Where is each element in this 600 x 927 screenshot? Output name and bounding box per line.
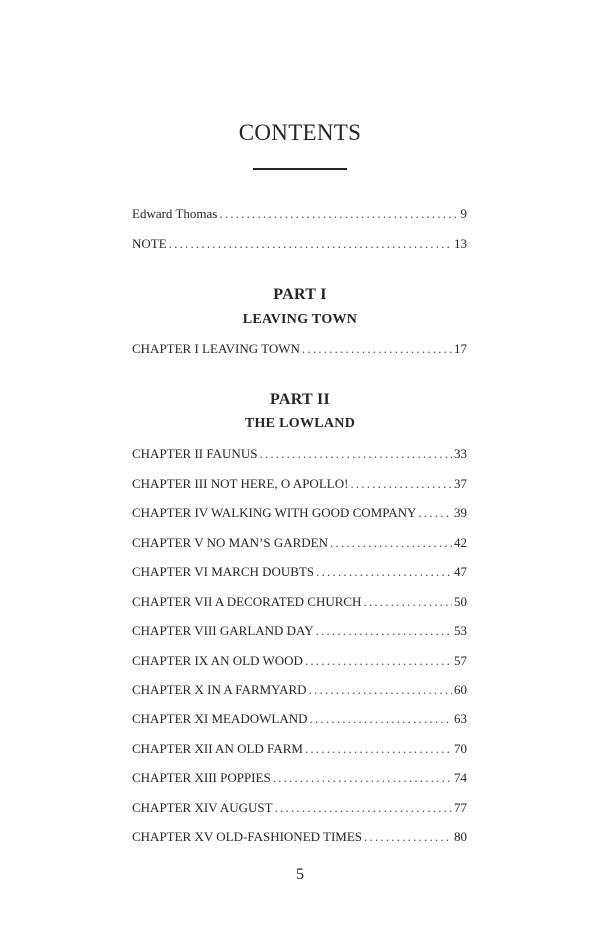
toc-entry-label: CHAPTER VI MARCH DOUBTS [132,564,315,579]
toc-entry[interactable] [132,535,467,555]
toc-entry-page: 13 [454,236,467,251]
leader-dots [259,446,452,462]
leader-dots [364,829,452,845]
toc-entry[interactable] [132,206,467,226]
toc-entry[interactable] [132,741,467,761]
toc-entry-label: NOTE [132,236,167,251]
toc-entry[interactable] [132,476,467,496]
toc-entry-page: 50 [454,594,467,609]
toc-entry-label: CHAPTER XV OLD-FASHIONED TIMES [132,829,363,844]
leader-dots [363,594,452,610]
toc-entry-page: 47 [454,564,467,579]
page-number: 5 [296,866,304,883]
part-subtitle: LEAVING TOWN [242,312,358,327]
toc-entry[interactable] [132,446,467,466]
toc-entry-page: 53 [454,623,467,638]
leader-dots [350,476,452,492]
toc-entry[interactable] [132,770,467,790]
leader-dots [316,623,452,639]
toc-entry-label: CHAPTER VII A DECORATED CHURCH [132,594,362,609]
part-heading: PART I [273,286,327,303]
toc-entry-page: 9 [460,206,467,221]
toc-entry-label: CHAPTER XI MEADOWLAND [132,711,308,726]
toc-entry-page: 42 [454,535,467,550]
toc-entry-label: CHAPTER XII AN OLD FARM [132,741,303,756]
part-subtitle: THE LOWLAND [244,416,356,431]
toc-entry[interactable] [132,564,467,584]
toc-entry-page: 77 [454,800,467,815]
toc-entry[interactable] [132,800,467,820]
toc-entry-page: 17 [454,341,467,356]
leader-dots [418,505,452,521]
toc-entry-page: 37 [454,476,467,491]
toc-entry[interactable] [132,653,467,673]
toc-entry-label: Edward Thomas [132,206,218,221]
leader-dots [275,800,452,816]
toc-entry[interactable] [132,623,467,643]
toc-entry-label: CHAPTER XIII POPPIES [132,770,271,785]
title-underline [253,168,347,170]
toc-entry-page: 39 [454,505,467,520]
toc-entry[interactable] [132,711,467,731]
leader-dots [169,236,452,252]
leader-dots [310,711,453,727]
toc-entry-page: 74 [454,770,467,785]
leader-dots [219,206,458,222]
toc-entry[interactable] [132,341,467,361]
part-heading: PART II [269,391,331,408]
toc-entry[interactable] [132,594,467,614]
toc-entry[interactable] [132,829,467,849]
leader-dots [305,741,452,757]
leader-dots [302,341,452,357]
contents-title: CONTENTS [238,120,362,145]
leader-dots [273,770,452,786]
toc-entry-page: 63 [454,711,467,726]
toc-entry-page: 60 [454,682,467,697]
toc-entry-page: 33 [454,446,467,461]
toc-entry-label: CHAPTER V NO MAN’S GARDEN [132,535,328,550]
leader-dots [309,682,452,698]
toc-entry-page: 70 [454,741,467,756]
toc-entry-page: 80 [454,829,467,844]
leader-dots [330,535,452,551]
toc-entry[interactable] [132,236,467,256]
leader-dots [316,564,452,580]
toc-entry-label: CHAPTER X IN A FARMYARD [132,682,307,697]
toc-entry-label: CHAPTER VIII GARLAND DAY [132,623,314,638]
toc-entry-label: CHAPTER I LEAVING TOWN [132,341,300,356]
toc-entry-label: CHAPTER XIV AUGUST [132,800,273,815]
toc-entry[interactable] [132,682,467,702]
toc-entry-label: CHAPTER IV WALKING WITH GOOD COMPANY [132,505,417,520]
toc-entry-label: CHAPTER IX AN OLD WOOD [132,653,303,668]
toc-entry-label: CHAPTER II FAUNUS [132,446,258,461]
toc-entry[interactable] [132,505,467,525]
toc-entry-label: CHAPTER III NOT HERE, O APOLLO! [132,476,349,491]
toc-entry-page: 57 [454,653,467,668]
leader-dots [305,653,452,669]
